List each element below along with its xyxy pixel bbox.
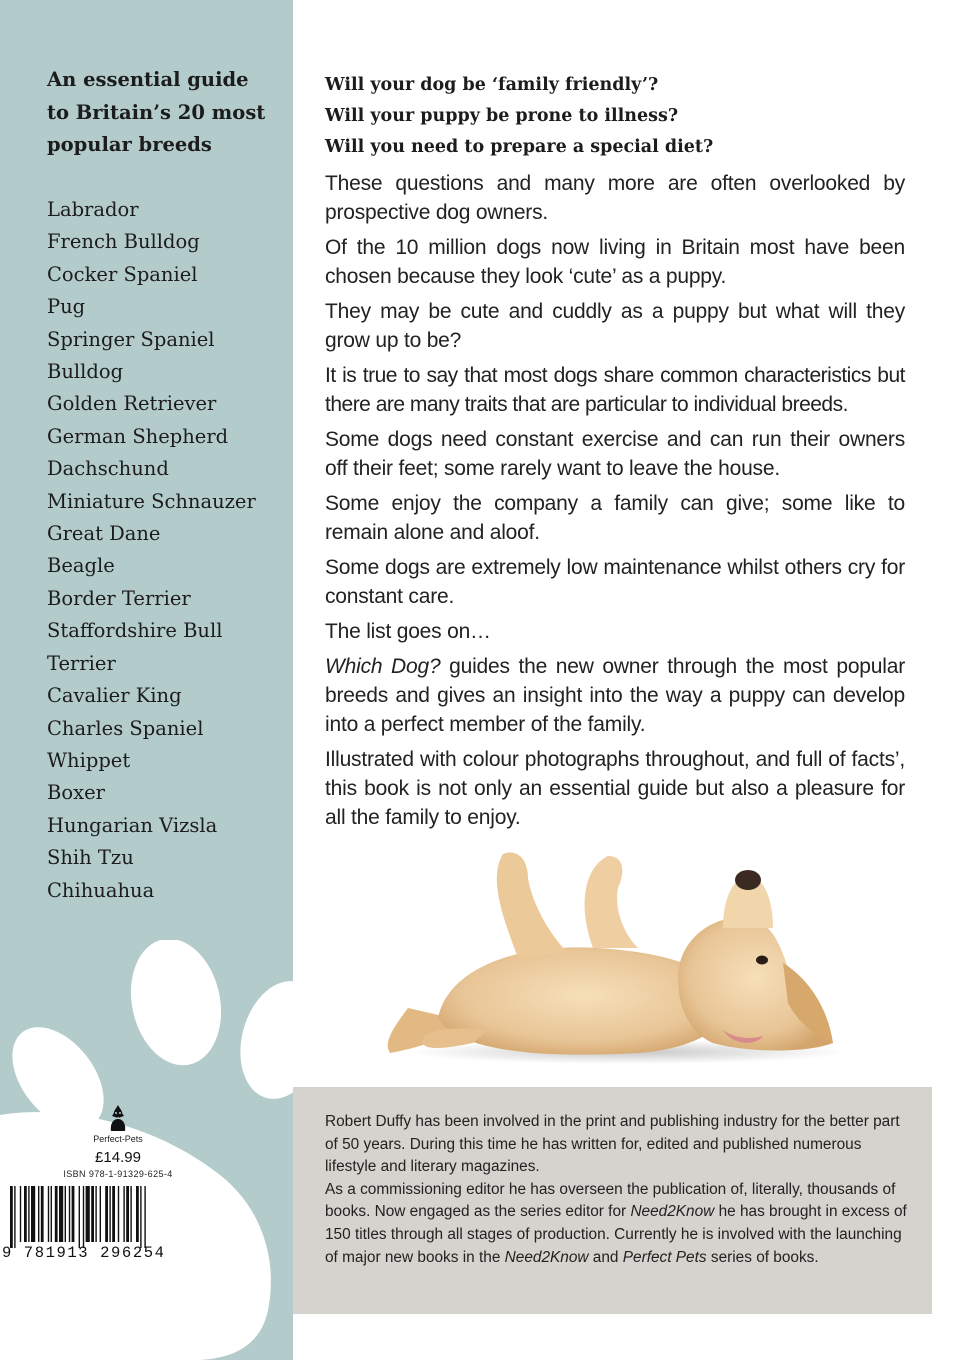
- breed-item: Terrier: [47, 651, 116, 675]
- breed-item: Springer Spaniel: [47, 327, 215, 351]
- which-dog-paragraph: [325, 652, 905, 739]
- main-content: [325, 70, 905, 832]
- breed-item: Boxer: [47, 781, 105, 805]
- barcode-bar: [109, 1186, 110, 1242]
- series-title: Need2Know: [504, 1248, 589, 1266]
- price: £14.99: [95, 1149, 141, 1166]
- bio-text: he has brought in excess of 150 titles through all stages of production. Currently he is involved with the launching of major new books in the: [325, 1203, 907, 1266]
- barcode-bar: [83, 1186, 84, 1248]
- breed-item: Hungarian Vizsla: [47, 813, 218, 837]
- which-dog-text: guides the new owner through the most popular breeds and gives an insight into the way a puppy can develop into a perfect member of the family.: [325, 655, 906, 736]
- barcode-bar: [144, 1186, 145, 1248]
- book-info: [48, 1104, 188, 1179]
- series-title: Perfect Pets: [622, 1248, 707, 1266]
- heading-line: popular breeds: [47, 133, 212, 156]
- bio-paragraph: Robert Duffy has been involved in the print and publishing industry for the better part of 50 years. During this time he has written for, edited and published numerous lifestyle and literary magazines.: [325, 1113, 900, 1176]
- breed-list: [47, 194, 256, 907]
- barcode-bar: [31, 1186, 35, 1242]
- barcode-bar: [140, 1186, 141, 1248]
- breed-item: Cavalier King: [47, 684, 182, 708]
- barcode-bar: [51, 1186, 52, 1242]
- barcode-bar: [86, 1186, 90, 1242]
- barcode-bar: [10, 1186, 13, 1248]
- breed-item: Beagle: [47, 554, 115, 578]
- breed-item: Chihuahua: [47, 878, 155, 902]
- breed-item: Labrador: [47, 198, 139, 221]
- heading-line: An essential guide: [47, 68, 249, 91]
- series-title: Need2Know: [630, 1203, 715, 1221]
- isbn: ISBN 978-1-91329-625-4: [63, 1169, 173, 1179]
- barcode-bar: [123, 1186, 124, 1242]
- breed-item: Cocker Spaniel: [47, 262, 198, 286]
- breed-item: Staffordshire Bull: [47, 619, 223, 643]
- body-paragraph: Some dogs are extremely low maintenance whilst others cry for constant care.: [325, 556, 905, 608]
- breed-item: Bulldog: [47, 360, 124, 384]
- breed-item: Whippet: [47, 748, 131, 772]
- body-paragraph: They may be cute and cuddly as a puppy but what will they grow up to be?: [325, 300, 905, 352]
- barcode-bar: [95, 1186, 96, 1242]
- book-title: Which Dog?: [325, 655, 441, 678]
- breed-item: Border Terrier: [47, 586, 191, 610]
- barcode-bar: [112, 1186, 115, 1242]
- questions: [325, 70, 905, 163]
- barcode-bar: [69, 1186, 70, 1242]
- barcode-bar: [41, 1186, 44, 1242]
- breed-item: Miniature Schnauzer: [47, 489, 256, 513]
- breed-item: Great Dane: [47, 522, 161, 546]
- breed-item: Pug: [47, 295, 86, 319]
- question-line: Will you need to prepare a special diet?: [325, 137, 714, 157]
- barcode-bar: [72, 1186, 75, 1242]
- barcode-bar: [65, 1186, 66, 1242]
- breed-item: Charles Spaniel: [47, 716, 204, 740]
- barcode-bar: [130, 1186, 131, 1242]
- barcode: [0, 1186, 200, 1262]
- publisher-name: Perfect-Pets: [93, 1134, 143, 1144]
- bio-text: and: [588, 1248, 623, 1266]
- barcode-bar: [136, 1186, 139, 1242]
- body-paragraph: Some dogs need constant exercise and can run their owners off their feet; some rarely want to leave the house.: [325, 428, 905, 480]
- question-line: Will your dog be ‘family friendly’?: [325, 75, 659, 95]
- bio-paragraph: [325, 1179, 910, 1269]
- heading-line: to Britain’s 20 most: [47, 100, 266, 124]
- barcode-bar: [105, 1186, 108, 1242]
- breed-item: French Bulldog: [47, 230, 200, 254]
- barcode-bar: [55, 1186, 58, 1242]
- barcode-bar: [91, 1186, 94, 1242]
- barcode-bar: [48, 1186, 49, 1242]
- barcode-bar: [100, 1186, 101, 1242]
- body-paragraph: It is true to say that most dogs share common characteristics but there are many traits that are particular to individual breeds.: [325, 364, 905, 416]
- barcode-digits: 9 781913 296254: [2, 1244, 166, 1262]
- body-paragraph: The list goes on…: [325, 620, 491, 643]
- breed-item: Dachschund: [47, 457, 169, 481]
- barcode-bar: [79, 1186, 80, 1248]
- breed-item: Shih Tzu: [47, 846, 134, 870]
- barcode-bars: [0, 1186, 200, 1248]
- barcode-bar: [24, 1186, 27, 1242]
- barcode-bar: [38, 1186, 39, 1242]
- question-line: Will your puppy be prone to illness?: [325, 106, 679, 126]
- barcode-bar: [14, 1186, 15, 1248]
- breed-item: Golden Retriever: [47, 392, 217, 416]
- body-paragraph: These questions and many more are often overlooked by prospective dog owners.: [325, 172, 905, 224]
- sidebar-heading: [47, 64, 287, 162]
- author-bio-box: [293, 1087, 932, 1314]
- barcode-bar: [118, 1186, 119, 1242]
- bio-text: series of books.: [706, 1248, 819, 1266]
- perfect-pets-logo-icon: [107, 1104, 129, 1132]
- author-bio: [325, 1111, 910, 1269]
- breed-item: German Shepherd: [47, 424, 229, 448]
- puppy-image: [378, 848, 838, 1064]
- barcode-bar: [20, 1186, 21, 1242]
- barcode-bar: [59, 1186, 63, 1242]
- body-paragraph: Some enjoy the company a family can give; some like to remain alone and aloof.: [325, 492, 905, 544]
- bio-text: As a commissioning editor he has overseen the publication of, literally, thousands of books. Now engaged as the series editor for: [325, 1180, 896, 1221]
- body-paragraph: Of the 10 million dogs now living in Britain most have been chosen because they look ‘cute’ as a puppy.: [325, 236, 905, 288]
- closing-paragraph: Illustrated with colour photographs throughout, and full of facts’, this book is not only an essential guide but also a pleasure for all the family to enjoy.: [325, 748, 905, 829]
- barcode-bar: [28, 1186, 29, 1242]
- barcode-bar: [126, 1186, 129, 1242]
